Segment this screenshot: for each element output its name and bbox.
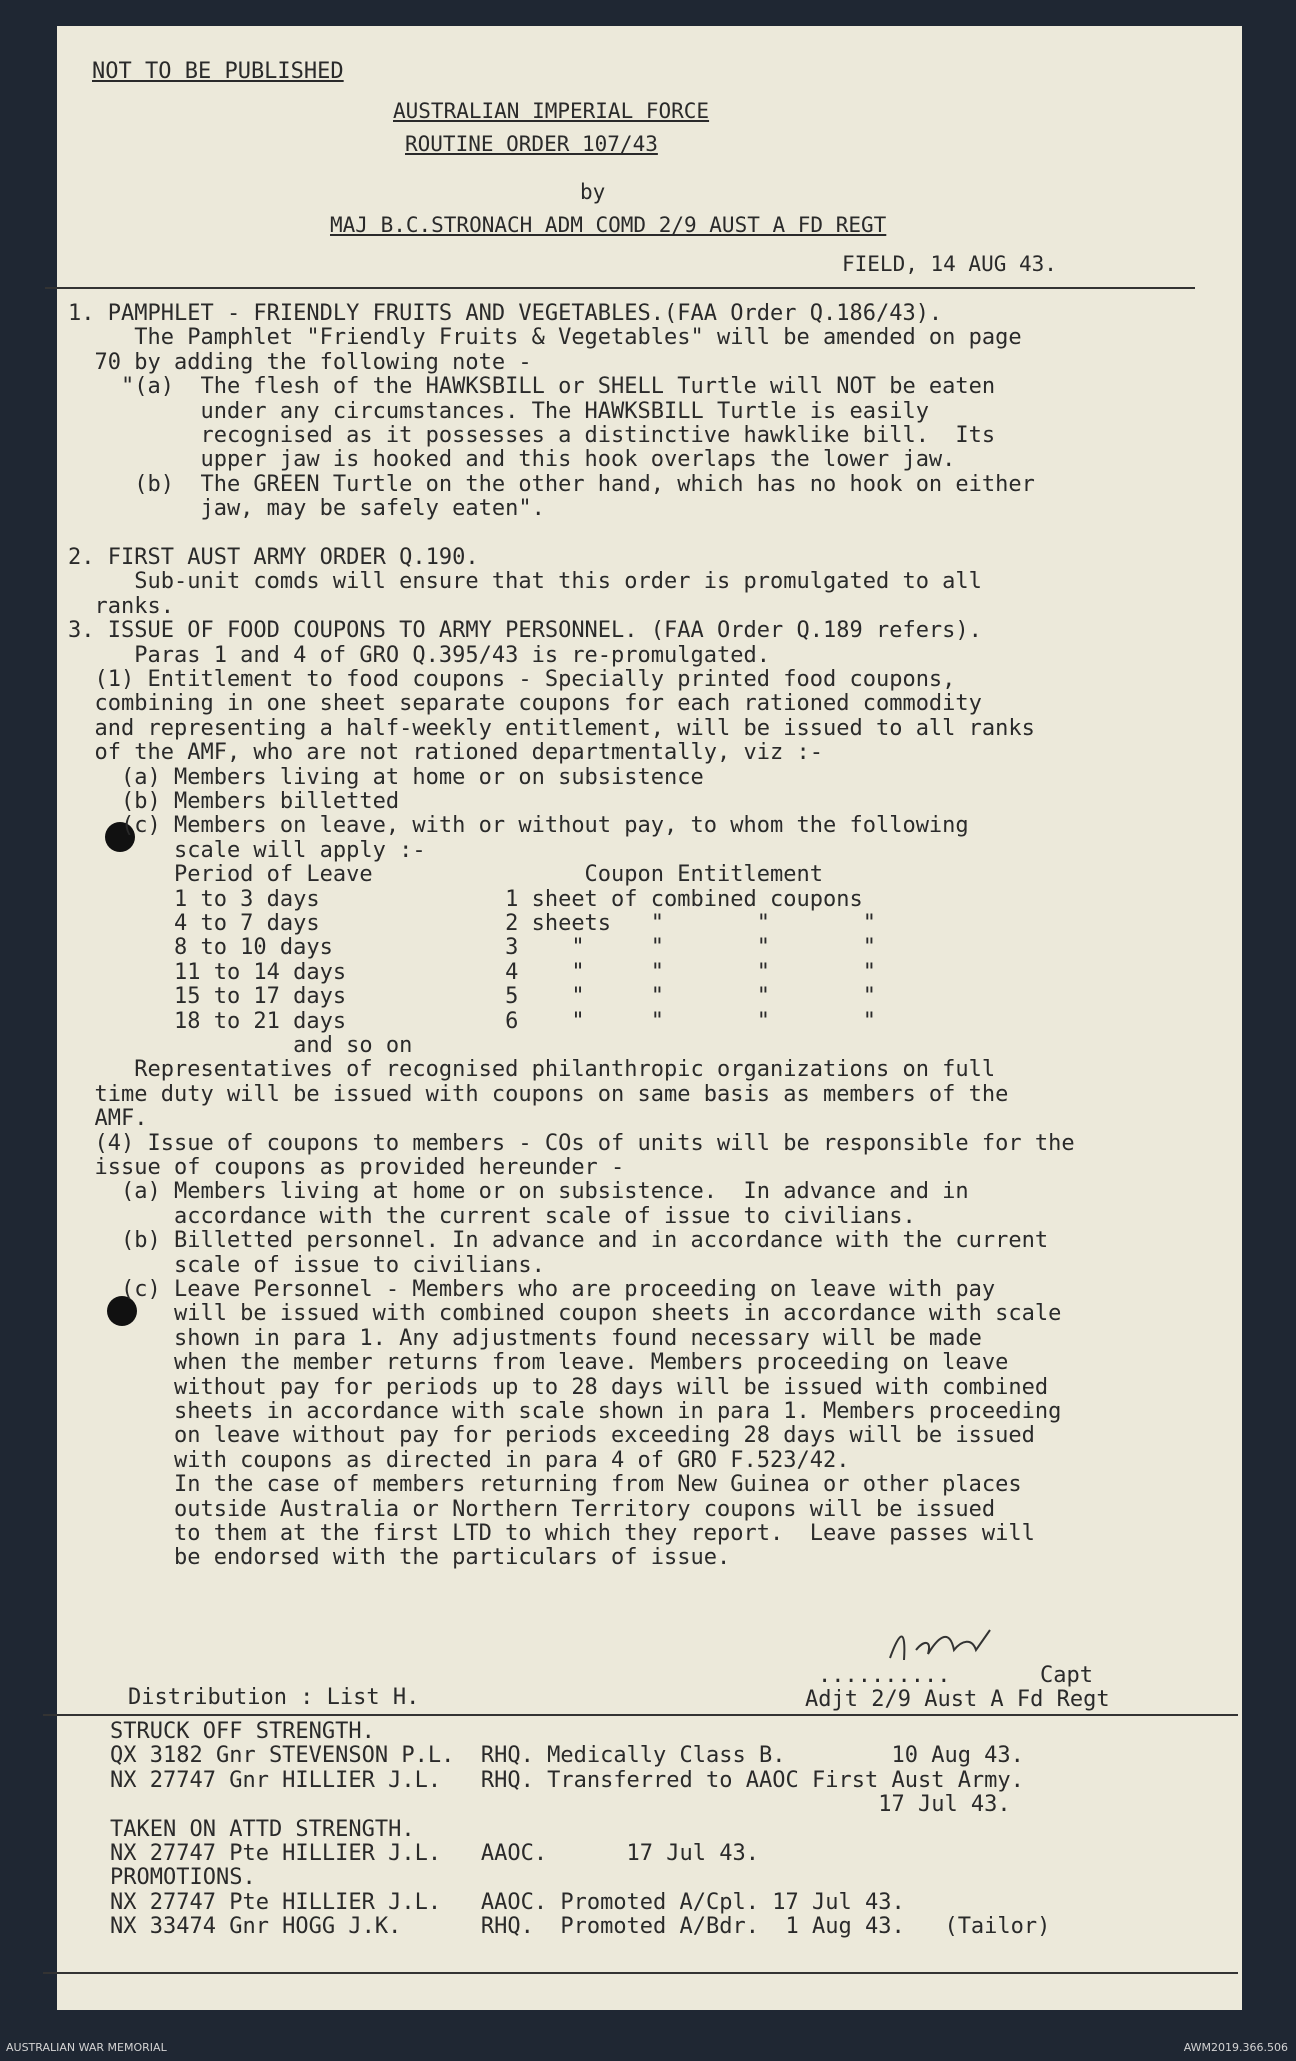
restriction-notice: NOT TO BE PUBLISHED xyxy=(92,59,344,84)
distribution-rule xyxy=(43,1714,1238,1716)
body-line: 15 to 17 days 5 " " " " xyxy=(68,984,876,1010)
issuer: MAJ B.C.STRONACH ADM COMD 2/9 AUST A FD REGT xyxy=(330,213,887,237)
body-line: Representatives of recognised philanthropic organizations on full xyxy=(68,1057,996,1083)
body-line: issue of coupons as provided hereunder - xyxy=(68,1155,625,1180)
body-line: jaw, may be safely eaten". xyxy=(68,496,545,522)
body-line: accordance with the current scale of issue to civilians. xyxy=(68,1203,916,1229)
body-line: upper jaw is hooked and this hook overlaps the lower jaw. xyxy=(68,447,956,473)
body-line: sheets in accordance with scale shown in para 1. Members proceeding xyxy=(68,1399,1062,1424)
strength-line: TAKEN ON ATTD STRENGTH. xyxy=(110,1816,415,1842)
body-line: In the case of members returning from New Guinea or other places xyxy=(68,1472,1022,1498)
body-line: outside Australia or Northern Territory coupons will be issued xyxy=(68,1496,996,1522)
signature-scrawl xyxy=(880,1620,1030,1670)
body-line: on leave without pay for periods exceeding 28 days will be issued xyxy=(68,1423,1035,1449)
strength-line: PROMOTIONS. xyxy=(110,1865,256,1891)
body-line: Period of Leave Coupon Entitlement xyxy=(68,862,823,888)
body-line: Paras 1 and 4 of GRO Q.395/43 is re-promulgated. xyxy=(68,642,770,668)
body-line: Sub-unit comds will ensure that this order is promulgated to all xyxy=(68,569,982,595)
place-date: FIELD, 14 AUG 43. xyxy=(842,252,1057,276)
body-line: shown in para 1. Any adjustments found necessary will be made xyxy=(68,1325,982,1351)
body-line: (b) Members billetted xyxy=(68,789,400,814)
body-line: and so on xyxy=(68,1033,413,1058)
body-line: when the member returns from leave. Members proceeding on leave xyxy=(68,1350,1009,1376)
body-line: scale of issue to civilians. xyxy=(68,1252,545,1278)
body-line: 70 by adding the following note - xyxy=(68,349,532,375)
body-line: 8 to 10 days 3 " " " " xyxy=(68,935,876,961)
signature-dots: .......... xyxy=(818,1663,951,1688)
body-line: (4) Issue of coupons to members - COs of units will be responsible for the xyxy=(68,1130,1075,1156)
strength-line: NX 27747 Pte HILLIER J.L. AAOC. Promoted A/Cpl. 17 Jul 43. xyxy=(110,1889,905,1915)
by-line: by xyxy=(580,180,606,204)
strength-line: NX 27747 Pte HILLIER J.L. AAOC. 17 Jul 43. xyxy=(110,1841,760,1866)
header-rule xyxy=(45,287,1195,289)
body-line: of the AMF, who are not rationed departmentally, viz :- xyxy=(68,740,823,766)
order-number: ROUTINE ORDER 107/43 xyxy=(405,132,658,156)
body-line: time duty will be issued with coupons on same basis as members of the xyxy=(68,1081,1009,1107)
body-line: under any circumstances. The HAWKSBILL Turtle is easily xyxy=(68,398,929,424)
bottom-rule xyxy=(43,1972,1238,1974)
footer-accession: AWM2019.366.506 xyxy=(1183,2041,1288,2054)
body-line: recognised as it possesses a distinctive hawklike bill. Its xyxy=(68,423,996,448)
strength-line: QX 3182 Gnr STEVENSON P.L. RHQ. Medically Class B. 10 Aug 43. xyxy=(110,1743,1024,1769)
body-line: 1 to 3 days 1 sheet of combined coupons xyxy=(68,886,863,912)
body-line: with coupons as directed in para 4 of GRO F.523/42. xyxy=(68,1447,850,1473)
body-line: be endorsed with the particulars of issue. xyxy=(68,1545,731,1571)
body-line: The Pamphlet "Friendly Fruits & Vegetables" will be amended on page xyxy=(68,325,1022,351)
body-line: (b) The GREEN Turtle on the other hand, which has no hook on either xyxy=(68,471,1035,497)
organisation-title: AUSTRALIAN IMPERIAL FORCE xyxy=(393,99,710,123)
body-line: to them at the first LTD to which they report. Leave passes will xyxy=(68,1521,1035,1546)
body-line: (a) Members living at home or on subsistence xyxy=(68,764,704,790)
body-line: 11 to 14 days 4 " " " " xyxy=(68,959,876,985)
body-line: (1) Entitlement to food coupons - Specially printed food coupons, xyxy=(68,667,956,692)
body-line: (a) Members living at home or on subsistence. In advance and in xyxy=(68,1179,969,1205)
footer-credit: AUSTRALIAN WAR MEMORIAL xyxy=(6,2041,167,2054)
distribution: Distribution : List H. xyxy=(128,1685,420,1710)
body-line: 2. FIRST AUST ARMY ORDER Q.190. xyxy=(68,545,479,570)
body-line: AMF. xyxy=(68,1106,148,1132)
footer-bar xyxy=(0,2036,1296,2061)
body-line: without pay for periods up to 28 days will be issued with combined xyxy=(68,1374,1049,1400)
body-line: 1. PAMPHLET - FRIENDLY FRUITS AND VEGETABLES.(FAA Order Q.186/43). xyxy=(68,301,943,326)
body-line: and representing a half-weekly entitlement, will be issued to all ranks xyxy=(68,715,1035,741)
body-line: will be issued with combined coupon sheets in accordance with scale xyxy=(68,1301,1062,1327)
body-line: scale will apply :- xyxy=(68,837,426,863)
body-line: (c) Members on leave, with or without pay, to whom the following xyxy=(68,813,969,839)
body-line: "(a) The flesh of the HAWKSBILL or SHELL Turtle will NOT be eaten xyxy=(68,374,996,400)
body-line: ranks. xyxy=(68,593,174,619)
strength-line: NX 27747 Gnr HILLIER J.L. RHQ. Transferred to AAOC First Aust Army. xyxy=(110,1767,1024,1793)
signature-appointment: Adjt 2/9 Aust A Fd Regt xyxy=(805,1687,1110,1712)
strength-line: NX 33474 Gnr HOGG J.K. RHQ. Promoted A/Bdr. 1 Aug 43. (Tailor) xyxy=(110,1914,1051,1940)
strength-line: STRUCK OFF STRENGTH. xyxy=(110,1719,375,1744)
body-line: 3. ISSUE OF FOOD COUPONS TO ARMY PERSONNEL. (FAA Order Q.189 refers). xyxy=(68,618,982,644)
body-line: combining in one sheet separate coupons for each rationed commodity xyxy=(68,691,982,717)
strength-line: 17 Jul 43. xyxy=(110,1792,1011,1818)
body-line: 4 to 7 days 2 sheets " " " xyxy=(68,911,876,936)
body-line: (b) Billetted personnel. In advance and in accordance with the current xyxy=(68,1228,1049,1254)
signature-rank: Capt xyxy=(1040,1663,1093,1688)
body-line: 18 to 21 days 6 " " " " xyxy=(68,1008,876,1034)
body-line: (c) Leave Personnel - Members who are proceeding on leave with pay xyxy=(68,1277,996,1302)
